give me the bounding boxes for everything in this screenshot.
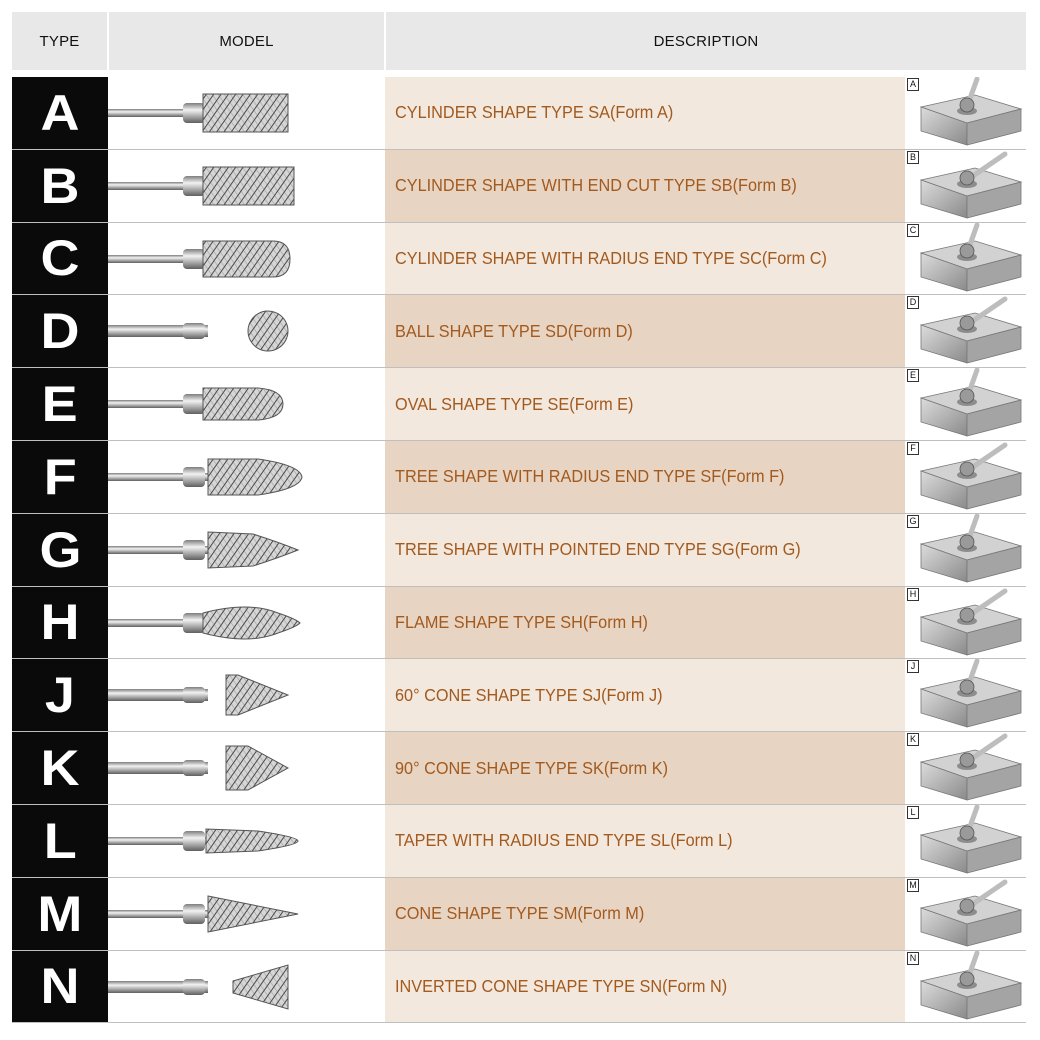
burr-drawing: [108, 223, 385, 295]
type-cell: [12, 295, 108, 367]
type-cell: [12, 150, 108, 222]
description-text: 60° CONE SHAPE TYPE SJ(Form J): [395, 684, 663, 705]
illustration-drawing: [905, 951, 1026, 1023]
table-row: [12, 878, 1026, 951]
illustration-drawing: [905, 295, 1026, 367]
description-cell: [385, 150, 905, 222]
model-image: [108, 951, 385, 1023]
burr-head-crosshatch: [208, 896, 298, 932]
illustration-drawing: [905, 805, 1026, 877]
burr-drawing: [108, 878, 385, 950]
burr-drawing: [108, 587, 385, 659]
burr-head-crosshatch: [226, 675, 288, 715]
burr-drawing: [108, 368, 385, 440]
burr-drawing: [108, 77, 385, 149]
model-image: [108, 441, 385, 513]
illustration-label: J: [907, 660, 919, 673]
illustration-label: C: [907, 224, 919, 237]
description-cell: [385, 732, 905, 804]
application-illustration: [905, 514, 1026, 586]
workpiece-illustration: [921, 225, 1021, 291]
description-column-header: DESCRIPTION: [386, 12, 1026, 70]
burr-neck: [183, 687, 205, 703]
burr-head-crosshatch: [248, 311, 288, 351]
description-text: TREE SHAPE WITH POINTED END TYPE SG(Form G): [395, 539, 801, 560]
application-illustration: [905, 659, 1026, 731]
description-text: CYLINDER SHAPE WITH RADIUS END TYPE SC(Form C): [395, 247, 827, 268]
illustration-drawing: [905, 732, 1026, 804]
description-text: FLAME SHAPE TYPE SH(Form H): [395, 611, 648, 632]
burr-drawing: [108, 150, 385, 222]
burr-drawing: [108, 514, 385, 586]
burr-neck: [183, 176, 205, 196]
workpiece-illustration: [921, 953, 1021, 1019]
description-cell: [385, 368, 905, 440]
workpiece-illustration: [921, 661, 1021, 727]
burr-neck: [183, 103, 205, 123]
description-text: CYLINDER SHAPE TYPE SA(Form A): [395, 102, 674, 123]
type-letter: L: [43, 812, 77, 869]
model-image: [108, 514, 385, 586]
description-cell: [385, 441, 905, 513]
description-text: CONE SHAPE TYPE SM(Form M): [395, 903, 645, 924]
description-text: CYLINDER SHAPE WITH END CUT TYPE SB(Form B): [395, 175, 797, 196]
description-text: OVAL SHAPE TYPE SE(Form E): [395, 393, 634, 414]
type-letter: F: [43, 448, 77, 505]
description-cell: [385, 951, 905, 1023]
illustration-label: E: [907, 369, 919, 382]
table-row: [12, 295, 1026, 368]
burr-neck: [183, 467, 205, 487]
illustration-drawing: [905, 659, 1026, 731]
illustration-drawing: [905, 587, 1026, 659]
illustration-label: K: [907, 733, 919, 746]
description-cell: [385, 514, 905, 586]
table-row: [12, 659, 1026, 732]
model-image: [108, 223, 385, 295]
burr-neck: [183, 394, 205, 414]
model-image: [108, 732, 385, 804]
type-letter: M: [37, 885, 83, 942]
illustration-drawing: [905, 150, 1026, 222]
burr-neck: [183, 540, 205, 560]
illustration-drawing: [905, 441, 1026, 513]
type-letter: K: [40, 740, 80, 797]
model-image: [108, 77, 385, 149]
illustration-drawing: [905, 878, 1026, 950]
workpiece-illustration: [921, 516, 1021, 582]
burr-drawing: [108, 441, 385, 513]
model-image: [108, 150, 385, 222]
illustration-label: M: [907, 879, 919, 892]
illustration-label: N: [907, 952, 919, 965]
burr-head-crosshatch: [203, 607, 300, 639]
burr-drawing: [108, 951, 385, 1023]
illustration-drawing: [905, 368, 1026, 440]
table-row: [12, 441, 1026, 514]
burr-neck: [183, 904, 205, 924]
type-letter: B: [40, 157, 80, 214]
description-cell: [385, 878, 905, 950]
burr-neck: [183, 760, 205, 776]
illustration-drawing: [905, 514, 1026, 586]
type-letter: G: [38, 521, 82, 578]
table-row: [12, 514, 1026, 587]
application-illustration: [905, 587, 1026, 659]
type-cell: [12, 77, 108, 149]
description-text: TAPER WITH RADIUS END TYPE SL(Form L): [395, 830, 733, 851]
type-cell: [12, 805, 108, 877]
burr-head-crosshatch: [203, 241, 290, 277]
workpiece-illustration: [921, 882, 1021, 946]
model-image: [108, 587, 385, 659]
burr-neck: [183, 323, 205, 339]
illustration-label: L: [907, 806, 919, 819]
description-text: TREE SHAPE WITH RADIUS END TYPE SF(Form F): [395, 466, 785, 487]
type-cell: [12, 223, 108, 295]
application-illustration: [905, 223, 1026, 295]
application-illustration: [905, 878, 1026, 950]
application-illustration: [905, 732, 1026, 804]
type-cell: [12, 587, 108, 659]
workpiece-illustration: [921, 79, 1021, 145]
burr-head-crosshatch: [208, 459, 302, 495]
type-cell: [12, 878, 108, 950]
model-image: [108, 295, 385, 367]
model-image: [108, 659, 385, 731]
illustration-drawing: [905, 77, 1026, 149]
burr-head-crosshatch: [226, 746, 288, 790]
type-letter: A: [40, 84, 80, 141]
table-header: [12, 12, 1026, 70]
table-row: [12, 223, 1026, 296]
type-column-header: TYPE: [12, 12, 107, 70]
model-image: [108, 368, 385, 440]
table-row: [12, 951, 1026, 1024]
application-illustration: [905, 441, 1026, 513]
burr-head-crosshatch: [208, 532, 298, 568]
workpiece-illustration: [921, 807, 1021, 873]
workpiece-illustration: [921, 736, 1021, 800]
burr-neck: [183, 249, 205, 269]
illustration-label: F: [907, 442, 919, 455]
workpiece-illustration: [921, 445, 1021, 509]
burr-neck: [183, 979, 205, 995]
burr-drawing: [108, 805, 385, 877]
type-cell: [12, 732, 108, 804]
illustration-label: H: [907, 588, 919, 601]
type-letter: D: [40, 303, 80, 360]
description-text: 90° CONE SHAPE TYPE SK(Form K): [395, 757, 669, 778]
table-row: [12, 150, 1026, 223]
application-illustration: [905, 951, 1026, 1023]
description-cell: [385, 223, 905, 295]
type-letter: C: [40, 230, 80, 287]
type-letter: J: [44, 667, 76, 724]
description-cell: [385, 77, 905, 149]
description-cell: [385, 587, 905, 659]
type-letter: E: [41, 376, 79, 433]
type-cell: [12, 514, 108, 586]
burr-type-table: [12, 77, 1026, 1023]
description-cell: [385, 295, 905, 367]
table-row: [12, 587, 1026, 660]
burr-head-crosshatch: [203, 94, 288, 132]
application-illustration: [905, 805, 1026, 877]
model-image: [108, 878, 385, 950]
table-row: [12, 732, 1026, 805]
burr-head-crosshatch: [233, 965, 288, 1009]
type-letter: H: [40, 594, 80, 651]
workpiece-illustration: [921, 299, 1021, 363]
table-row: [12, 77, 1026, 150]
illustration-label: A: [907, 78, 919, 91]
burr-neck: [183, 831, 205, 851]
burr-head-crosshatch: [203, 167, 294, 205]
burr-neck: [183, 613, 205, 633]
illustration-label: D: [907, 296, 919, 309]
application-illustration: [905, 295, 1026, 367]
burr-drawing: [108, 659, 385, 731]
burr-head-crosshatch: [203, 388, 283, 420]
illustration-label: B: [907, 151, 919, 164]
burr-head-crosshatch: [206, 829, 298, 853]
burr-drawing: [108, 295, 385, 367]
application-illustration: [905, 368, 1026, 440]
model-image: [108, 805, 385, 877]
description-cell: [385, 805, 905, 877]
table-row: [12, 368, 1026, 441]
table-row: [12, 805, 1026, 878]
application-illustration: [905, 150, 1026, 222]
type-cell: [12, 659, 108, 731]
description-text: INVERTED CONE SHAPE TYPE SN(Form N): [395, 975, 728, 996]
type-cell: [12, 951, 108, 1023]
description-cell: [385, 659, 905, 731]
type-letter: N: [40, 958, 80, 1015]
type-cell: [12, 368, 108, 440]
type-cell: [12, 441, 108, 513]
application-illustration: [905, 77, 1026, 149]
workpiece-illustration: [921, 591, 1021, 655]
illustration-drawing: [905, 223, 1026, 295]
burr-drawing: [108, 732, 385, 804]
illustration-label: G: [907, 515, 919, 528]
model-column-header: MODEL: [109, 12, 384, 70]
workpiece-illustration: [921, 370, 1021, 436]
description-text: BALL SHAPE TYPE SD(Form D): [395, 320, 633, 341]
workpiece-illustration: [921, 154, 1021, 218]
